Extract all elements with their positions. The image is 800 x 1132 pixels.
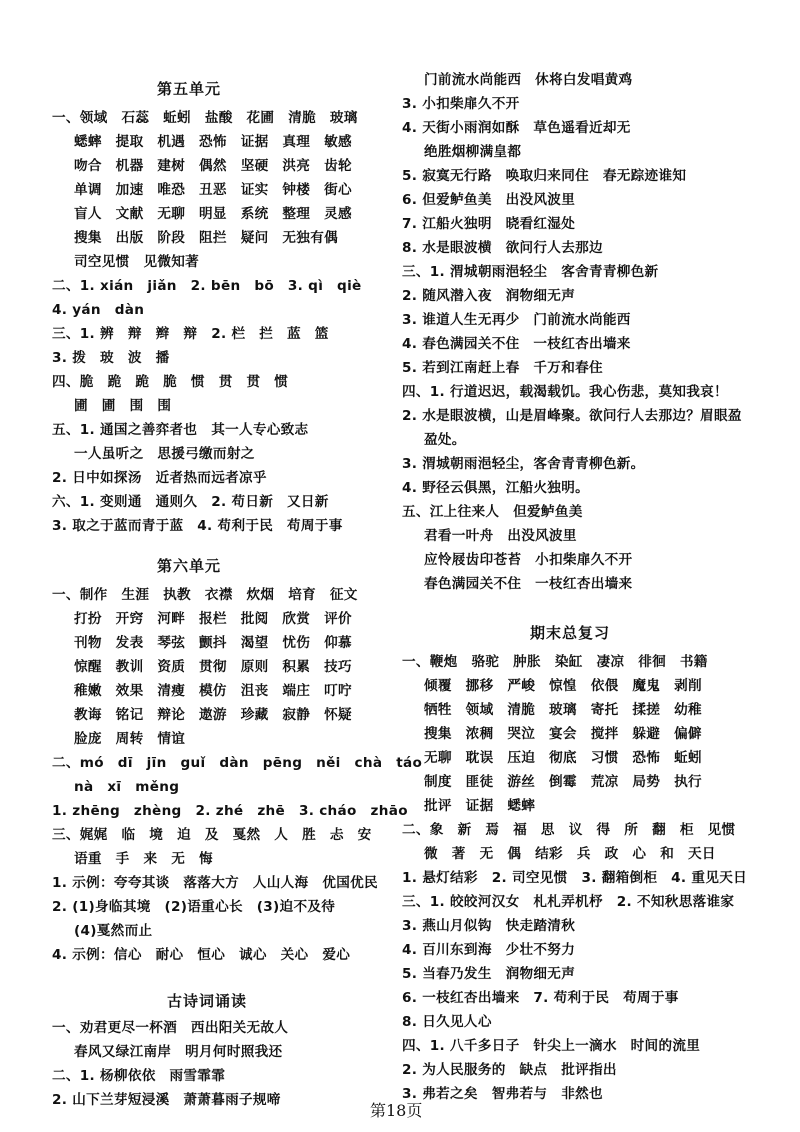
answer-line: 打扮 开窍 河畔 报栏 批阅 欣赏 评价 xyxy=(74,611,352,627)
answer-line: 3. 拨 玻 波 播 xyxy=(52,350,170,366)
answer-line: 1. zhēng zhèng 2. zhé zhē 3. cháo zhāo xyxy=(52,803,408,819)
answer-line: 6. 一枝红杏出墙来 7. 苟利于民 苟周于事 xyxy=(402,990,679,1006)
answer-line: 4. 示例：信心 耐心 恒心 诚心 关心 爱心 xyxy=(52,947,351,963)
answer-line: 1. 悬灯结彩 2. 司空见惯 3. 翻箱倒柜 4. 重见天日 xyxy=(402,870,748,886)
answer-line: 一、劝君更尽一杯酒 西出阳关无故人 xyxy=(52,1020,289,1036)
answer-line: 门前流水尚能西 休将白发唱黄鸡 xyxy=(424,72,633,88)
answer-line: 4. 天街小雨润如酥 草色遥看近却无 xyxy=(402,120,631,136)
answer-line: 4. yán dàn xyxy=(52,302,145,318)
answer-line: 蟋蟀 提取 机遇 恐怖 证据 真理 敏感 xyxy=(74,134,352,150)
answer-line: 批评 证据 蟋蟀 xyxy=(424,798,536,814)
answer-line: 5. 寂寞无行路 唤取归来同住 春无踪迹谁知 xyxy=(402,168,687,184)
answer-line: 二、象 新 焉 福 思 议 得 所 翻 柜 见惯 xyxy=(402,822,736,838)
answer-line: 4. 野径云俱黑，江船火独明。 xyxy=(402,480,589,496)
poetry-title: 古诗词诵读 xyxy=(167,992,248,1010)
answer-line: (4)戛然而止 xyxy=(74,923,153,939)
answer-line: 四、脆 跪 跪 脆 惯 贯 贯 惯 xyxy=(52,374,289,390)
answer-line: 二、mó dī jīn guǐ dàn pēng něi chà táo xyxy=(52,755,423,771)
unit6-title: 第六单元 xyxy=(157,557,222,575)
answer-line: 8. 日久见人心 xyxy=(402,1014,492,1030)
answer-line: 2. (1)身临其境 (2)语重心长 (3)迫不及待 xyxy=(52,899,336,915)
answer-line: 应怜屐齿印苍苔 小扣柴扉久不开 xyxy=(424,552,633,568)
answer-line: 吻合 机器 建树 偶然 坚硬 洪亮 齿轮 xyxy=(74,158,352,174)
answer-line: 三、1. 辨 辩 辫 辩 2. 栏 拦 蓝 篮 xyxy=(52,326,329,342)
answer-line: 三、1. 渭城朝雨浥轻尘 客舍青青柳色新 xyxy=(402,264,659,280)
page-number: 第18页 xyxy=(370,1101,423,1120)
answer-line: 二、1. 杨柳依依 雨雪霏霏 xyxy=(52,1068,226,1084)
answer-line: 2. 随风潜入夜 润物细无声 xyxy=(402,288,576,304)
answer-line: 6. 但爱鲈鱼美 出没风波里 xyxy=(402,192,576,208)
answer-line: 六、1. 变则通 通则久 2. 苟日新 又日新 xyxy=(52,494,329,510)
answer-line: 四、1. 八千多日子 针尖上一滴水 时间的流里 xyxy=(402,1038,701,1054)
answer-line: 2. 山下兰芽短浸溪 萧萧暮雨子规啼 xyxy=(52,1092,281,1108)
answer-line: 一、制作 生涯 执教 衣襟 炊烟 培育 征文 xyxy=(52,587,358,603)
answer-line: 2. 日中如探汤 近者热而远者凉乎 xyxy=(52,470,267,486)
answer-line: 8. 水是眼波横 欲问行人去那边 xyxy=(402,240,603,256)
answer-line: 3. 渭城朝雨浥轻尘，客舍青青柳色新。 xyxy=(402,456,645,472)
answer-line: 微 著 无 偶 结彩 兵 政 心 和 天日 xyxy=(424,846,716,862)
answer-line: 5. 若到江南赶上春 千万和春住 xyxy=(402,360,603,376)
unit5-title: 第五单元 xyxy=(157,80,222,98)
answer-line: 绝胜烟柳满皇都 xyxy=(424,144,522,160)
answer-line: 五、1. 通国之善弈者也 其一人专心致志 xyxy=(52,422,309,438)
answer-line: 3. 小扣柴扉久不开 xyxy=(402,96,520,112)
answer-line: 5. 当春乃发生 润物细无声 xyxy=(402,966,576,982)
answer-line: 刊物 发表 琴弦 颤抖 渴望 忧伤 仰慕 xyxy=(74,635,352,651)
answer-line: 单调 加速 唯恐 丑恶 证实 钟楼 街心 xyxy=(74,182,352,198)
final-review-title: 期末总复习 xyxy=(530,624,611,642)
answer-line: 制度 匪徒 游丝 倒霉 荒凉 局势 执行 xyxy=(424,774,702,790)
answer-line: 7. 江船火独明 晓看红湿处 xyxy=(402,216,576,232)
answer-line: 一人虽听之 思援弓缴而射之 xyxy=(74,446,255,462)
answer-line: 春色满园关不住 一枝红杏出墙来 xyxy=(424,576,633,592)
answer-line: 盲人 文献 无聊 明显 系统 整理 灵感 xyxy=(74,206,352,222)
answer-line: 四、1. 行道迟迟，载渴载饥。我心伤悲，莫知我哀！ xyxy=(402,384,728,400)
answer-line: 一、鞭炮 骆驼 肿胀 染缸 凄凉 徘徊 书籍 xyxy=(402,654,708,670)
answer-line: 司空见惯 见微知著 xyxy=(74,254,200,270)
answer-line: 无聊 耽误 压迫 彻底 习惯 恐怖 蚯蚓 xyxy=(424,750,702,766)
answer-line: 牺牲 领域 清脆 玻璃 寄托 揉搓 幼稚 xyxy=(424,702,702,718)
answer-line: 2. 水是眼波横，山是眉峰聚。欲问行人去那边？眉眼盈 xyxy=(402,408,742,424)
answer-line: 脸庞 周转 情谊 xyxy=(74,731,186,747)
answer-line: 春风又绿江南岸 明月何时照我还 xyxy=(74,1044,283,1060)
answer-line: 3. 取之于蓝而青于蓝 4. 苟利于民 苟周于事 xyxy=(52,518,343,534)
answer-line: 4. 春色满园关不住 一枝红杏出墙来 xyxy=(402,336,631,352)
answer-line: 语重 手 来 无 悔 xyxy=(74,851,213,867)
answer-line: 搜集 出版 阶段 阻拦 疑问 无独有偶 xyxy=(74,230,338,246)
answer-line: 教诲 铭记 辩论 遨游 珍藏 寂静 怀疑 xyxy=(74,707,352,723)
answer-line: 3. 燕山月似钩 快走踏清秋 xyxy=(402,918,576,934)
answer-line: 4. 百川东到海 少壮不努力 xyxy=(402,942,576,958)
answer-line: 稚嫩 效果 清瘦 模仿 沮丧 端庄 叮咛 xyxy=(74,683,352,699)
answer-line: 盈处。 xyxy=(424,432,466,448)
answer-line: 倾覆 挪移 严峻 惊惶 依偎 魔鬼 剥削 xyxy=(424,678,702,694)
answer-line: 五、江上往来人 但爱鲈鱼美 xyxy=(402,504,583,520)
answer-line: 1. 示例：夸夸其谈 落落大方 人山人海 优国优民 xyxy=(52,875,378,891)
answer-line: 一、领域 石蕊 蚯蚓 盐酸 花圃 清脆 玻璃 xyxy=(52,110,358,126)
answer-line: 3. 弗若之矣 智弗若与 非然也 xyxy=(402,1086,603,1102)
answer-line: 3. 谁道人生无再少 门前流水尚能西 xyxy=(402,312,631,328)
answer-line: 三、娓娓 临 境 迫 及 戛然 人 胜 忐 安 xyxy=(52,827,372,843)
answer-line: 搜集 浓稠 哭泣 宴会 搅拌 躲避 偏僻 xyxy=(424,726,702,742)
answer-line: 二、1. xián jiǎn 2. bēn bō 3. qì qiè xyxy=(52,278,362,294)
answer-line: 2. 为人民服务的 缺点 批评指出 xyxy=(402,1062,617,1078)
answer-line: 圃 圃 围 围 xyxy=(74,398,172,414)
answer-line: 君看一叶舟 出没风波里 xyxy=(424,528,577,544)
answer-line: nà xī měng xyxy=(74,779,180,795)
answer-line: 惊醒 教训 资质 贯彻 原则 积累 技巧 xyxy=(74,659,352,675)
answer-line: 三、1. 皎皎河汉女 札札弄机杼 2. 不知秋思落谁家 xyxy=(402,894,735,910)
